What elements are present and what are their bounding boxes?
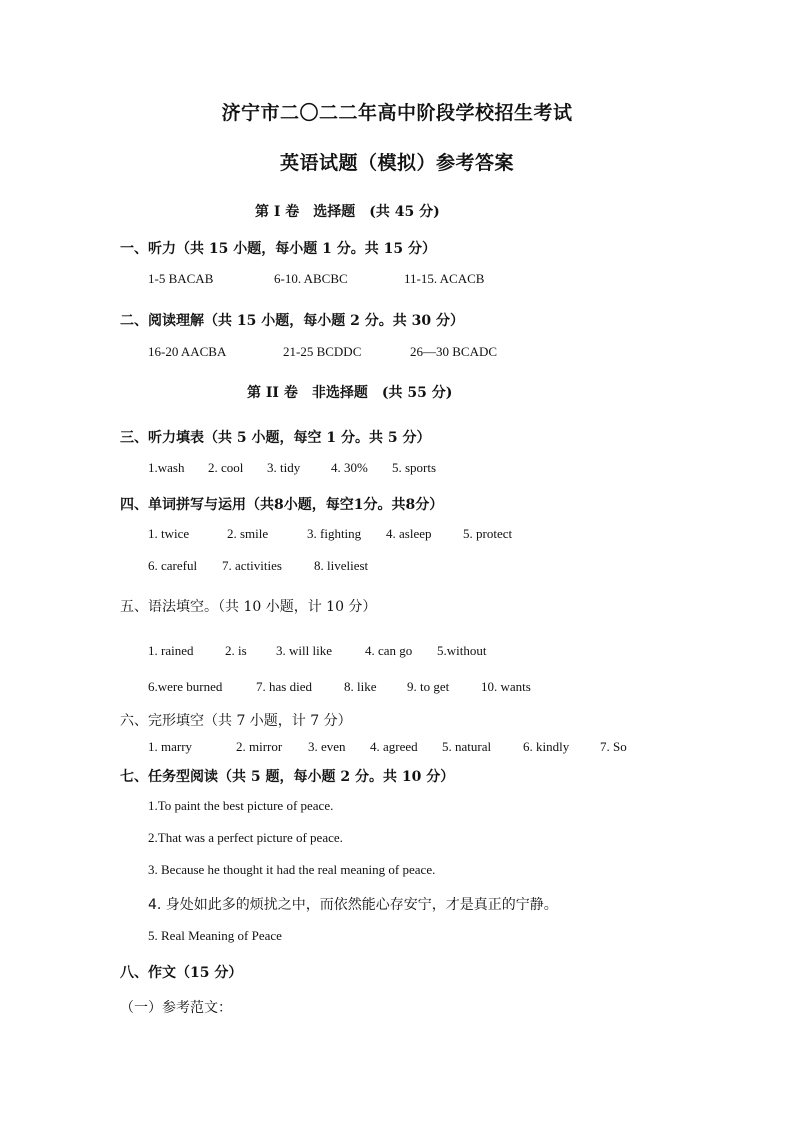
answer-item: 2. smile bbox=[227, 526, 269, 541]
answer-item: 1. twice bbox=[148, 526, 190, 541]
answer-item: 3. will like bbox=[276, 643, 332, 658]
answer-item: 3. fighting bbox=[307, 526, 362, 541]
section-3-heading: 三、听力填表（共 5 小题，每空 1 分。共 5 分） bbox=[120, 430, 431, 446]
part-2-heading: 第 II 卷 非选择题 (共 55 分) bbox=[247, 385, 453, 401]
section-8-heading: 八、作文（15 分） bbox=[120, 965, 243, 981]
essay-sample-label: （一）参考范文： bbox=[120, 1000, 232, 1016]
answer-item: 1.To paint the best picture of peace. bbox=[148, 798, 334, 813]
answer-item: 6.were burned bbox=[148, 679, 223, 694]
answer-item: 21-25 BCDDC bbox=[283, 344, 362, 359]
answer-item: 8. liveliest bbox=[314, 558, 369, 573]
answer-item: 2. is bbox=[225, 643, 247, 658]
section-1-heading: 一、听力（共 15 小题，每小题 1 分。共 15 分） bbox=[120, 241, 436, 257]
answer-item: 1. marry bbox=[148, 739, 193, 754]
answer-item: 5. natural bbox=[442, 739, 492, 754]
answer-item: 5.without bbox=[437, 643, 487, 658]
answer-item: 16-20 AACBA bbox=[148, 344, 227, 359]
answer-item: 5. sports bbox=[392, 460, 437, 475]
section-7-heading: 七、任务型阅读（共 5 题，每小题 2 分。共 10 分） bbox=[120, 769, 455, 785]
answer-item: 9. to get bbox=[407, 679, 450, 694]
section-6-heading: 六、完形填空（共 7 小题，计 7 分） bbox=[120, 713, 352, 729]
section-5-heading: 五、语法填空。（共 10 小题，计 10 分） bbox=[120, 599, 377, 615]
answer-item: 6. careful bbox=[148, 558, 198, 573]
answer-item: 4. can go bbox=[365, 643, 413, 658]
page-title: 济宁市二〇二二年高中阶段学校招生考试 bbox=[221, 102, 573, 124]
answer-item: 6-10. ABCBC bbox=[274, 271, 348, 286]
answer-item: 1.wash bbox=[148, 460, 185, 475]
answer-item: 6. kindly bbox=[523, 739, 570, 754]
answer-item: 7. activities bbox=[222, 558, 282, 573]
answer-item: 1. rained bbox=[148, 643, 194, 658]
part-1-heading: 第 I 卷 选择题 (共 45 分) bbox=[255, 204, 440, 220]
answer-item: 4. agreed bbox=[370, 739, 418, 754]
answer-item: 7. So bbox=[600, 739, 627, 754]
answer-item: 4. 30% bbox=[331, 460, 368, 475]
answer-item: 5. protect bbox=[463, 526, 513, 541]
page-subtitle: 英语试题（模拟）参考答案 bbox=[279, 152, 514, 174]
answer-item: 5. Real Meaning of Peace bbox=[148, 928, 282, 943]
answer-item: 2. cool bbox=[208, 460, 244, 475]
answer-item: 2.That was a perfect picture of peace. bbox=[148, 830, 343, 845]
answer-item: 3. Because he thought it had the real meaning of peace. bbox=[148, 862, 436, 877]
section-4-heading: 四、单词拼写与运用（共8小题，每空1分。共8分） bbox=[120, 497, 444, 513]
answer-item: 10. wants bbox=[481, 679, 531, 694]
answer-item: 11-15. ACACB bbox=[404, 271, 485, 286]
answer-item: 4. asleep bbox=[386, 526, 432, 541]
answer-item: 4. 身处如此多的烦扰之中，而依然能心存安宁，才是真正的宁静。 bbox=[148, 897, 558, 913]
answer-item: 1-5 BACAB bbox=[148, 271, 214, 286]
section-2-heading: 二、阅读理解（共 15 小题，每小题 2 分。共 30 分） bbox=[120, 313, 464, 329]
answer-item: 26—30 BCADC bbox=[410, 344, 498, 359]
answer-item: 7. has died bbox=[256, 679, 312, 694]
answer-item: 2. mirror bbox=[236, 739, 283, 754]
answer-item: 3. tidy bbox=[267, 460, 301, 475]
answer-item: 3. even bbox=[308, 739, 346, 754]
answer-item: 8. like bbox=[344, 679, 377, 694]
